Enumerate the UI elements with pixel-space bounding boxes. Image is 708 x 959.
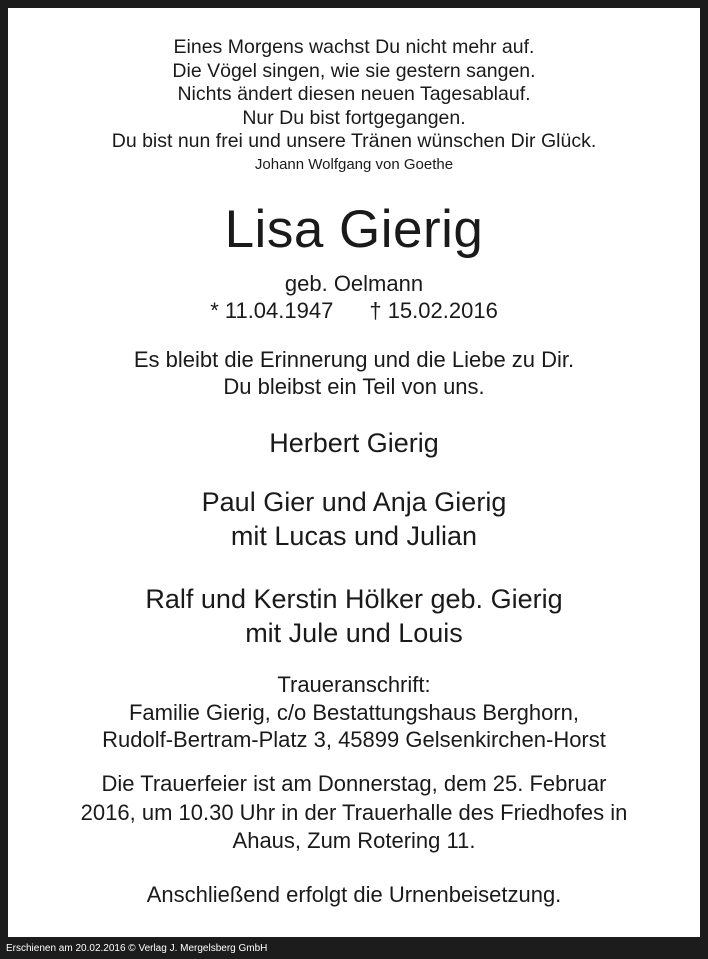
birth-date: * 11.04.1947 <box>210 298 334 323</box>
publication-footer: Erschienen am 20.02.2016 © Verlag J. Mergelsberg GmbH <box>6 943 268 954</box>
service-line: Ahaus, Zum Rotering 11. <box>232 828 476 853</box>
urn-burial-info: Anschließend erfolgt die Urnenbeisetzung. <box>146 882 562 907</box>
poem-line: Eines Morgens wachst Du nicht mehr auf. <box>173 36 535 58</box>
service-line: 2016, um 10.30 Uhr in der Trauerhalle des Friedhofes in <box>80 799 628 825</box>
address-line: Familie Gierig, c/o Bestattungshaus Berghorn, <box>128 699 579 725</box>
memory-line: Es bleibt die Erinnerung und die Liebe zu Dir. <box>133 347 575 372</box>
mourner-line: Paul Gier und Anja Gierig <box>201 487 507 517</box>
poem-line: Nur Du bist fortgegangen. <box>242 106 466 129</box>
mourner-line: Ralf und Kerstin Hölker geb. Gierig <box>145 584 563 614</box>
memory-text <box>8 346 700 400</box>
address-line: Traueranschrift: <box>277 672 431 697</box>
deceased-name: Lisa Gierig <box>224 200 484 259</box>
mourner-group-3 <box>8 582 700 650</box>
poem-line: Die Vögel singen, wie sie gestern sangen. <box>172 59 536 82</box>
poem-author: Johann Wolfgang von Goethe <box>254 155 454 173</box>
service-line: Die Trauerfeier ist am Donnerstag, dem 25. Februar <box>101 771 607 796</box>
mourning-address <box>8 671 700 754</box>
poem-line: Nichts ändert diesen neuen Tagesablauf. <box>177 83 531 105</box>
poem <box>8 36 700 176</box>
death-date: † 15.02.2016 <box>369 298 498 323</box>
obituary-content <box>8 8 700 937</box>
funeral-service-info <box>8 770 700 856</box>
mourner-group-2 <box>8 485 700 553</box>
birth-name: geb. Oelmann <box>284 271 424 296</box>
address-line: Rudolf-Bertram-Platz 3, 45899 Gelsenkirchen-Horst <box>102 727 606 752</box>
poem-line: Du bist nun frei und unsere Tränen wünschen Dir Glück. <box>111 130 597 152</box>
memory-line: Du bleibst ein Teil von uns. <box>223 374 485 399</box>
mourner-line: mit Lucas und Julian <box>230 521 478 551</box>
mourner-line: Herbert Gierig <box>269 428 439 458</box>
mourner-line: mit Jule und Louis <box>245 618 463 648</box>
mourner-group-1 <box>8 426 700 460</box>
life-dates <box>8 297 700 325</box>
